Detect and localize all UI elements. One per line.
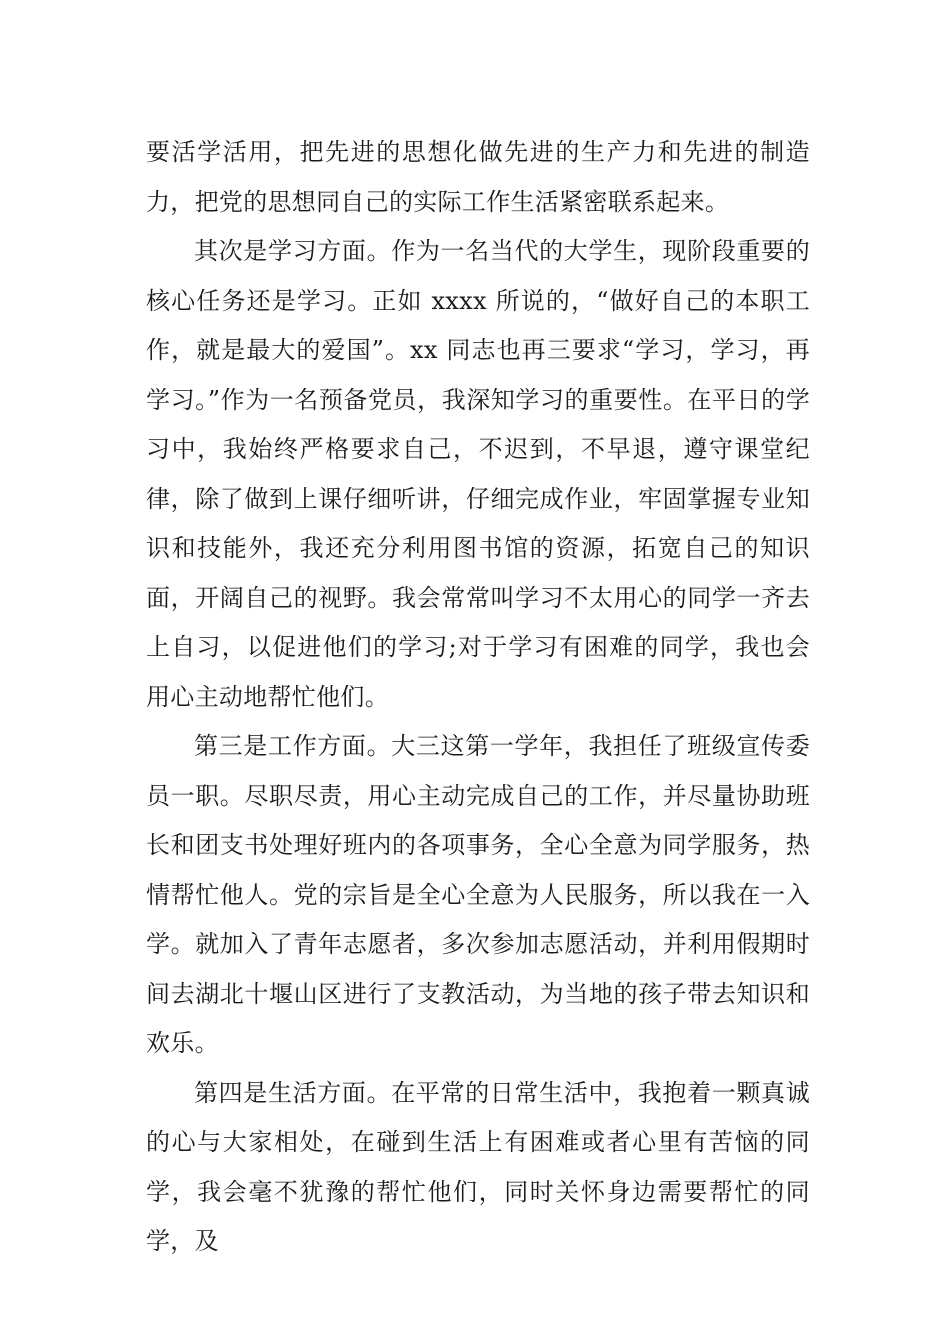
paragraph-1: 要活学活用，把先进的思想化做先进的生产力和先进的制造力，把党的思想同自己的实际工作生活紧密联系起来。 <box>146 138 810 216</box>
paragraph-2: 其次是学习方面。作为一名当代的大学生，现阶段重要的核心任务还是学习。正如 xxxx 所说的，“做好自己的本职工作，就是最大的爱国”。xx 同志也再三要求“学习，学习，再学习。”作为一名预备党员，我深知学习的重要性。在平日的学习中，我始终严格要求自己，不迟到，不早退，遵守课堂纪律，除了做到上课仔细听讲，仔细完成作业，牢固掌握专业知识和技能外，我还充分利用图书馆的资源，拓宽自己的知识面，开阔自己的视野。我会常常叫学习不太用心的同学一齐去上自习，以促进他们的学习;对于学习有困难的同学，我也会用心主动地帮忙他们。 <box>146 237 810 711</box>
paragraph-4: 第四是生活方面。在平常的日常生活中，我抱着一颗真诚的心与大家相处，在碰到生活上有困难或者心里有苦恼的同学，我会毫不犹豫的帮忙他们，同时关怀身边需要帮忙的同学，及 <box>146 1078 810 1255</box>
paragraph-3: 第三是工作方面。大三这第一学年，我担任了班级宣传委员一职。尽职尽责，用心主动完成自己的工作，并尽量协助班长和团支书处理好班内的各项事务，全心全意为同学服务，热情帮忙他人。党的宗旨是全心全意为人民服务，所以我在一入学。就加入了青年志愿者，多次参加志愿活动，并利用假期时间去湖北十堰山区进行了支教活动，为当地的孩子带去知识和欢乐。 <box>146 732 810 1057</box>
document-body <box>146 128 810 1267</box>
